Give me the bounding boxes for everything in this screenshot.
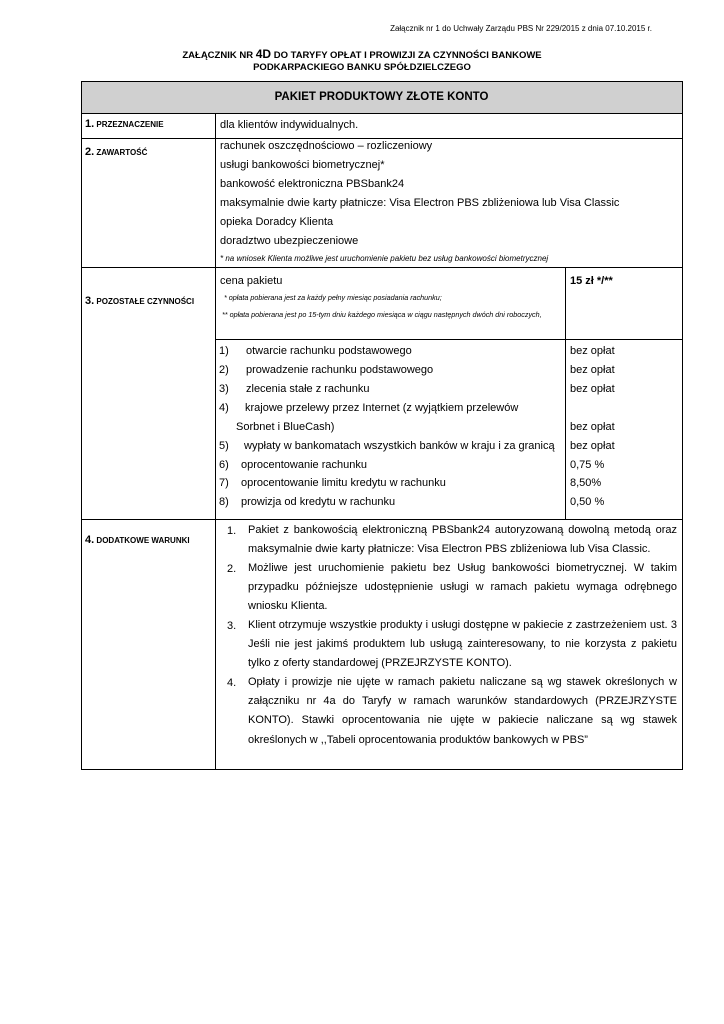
section-1-content: dla klientów indywidualnych.: [220, 119, 359, 131]
fee-text: oprocentowanie limitu kredytu w rachunku: [241, 477, 446, 489]
fee-number: 5): [219, 440, 229, 452]
fee-value: 0,50 %: [570, 496, 605, 508]
price-value: 15 zł */**: [570, 275, 613, 287]
section-2-footnote: * na wniosek Klienta możliwe jest uruchomienie pakietu bez usług bankowości biometrycznej: [220, 254, 549, 263]
content-item: usługi bankowości biometrycznej*: [220, 159, 385, 171]
content-item: doradztwo ubezpieczeniowe: [220, 235, 359, 247]
fee-value: bez opłat: [570, 383, 615, 395]
condition-number: 4.: [227, 677, 237, 689]
fee-text: oprocentowanie rachunku: [241, 459, 367, 471]
content-item: maksymalnie dwie karty płatnicze: Visa Electron PBS zbliżeniowa lub Visa Classic: [220, 197, 620, 209]
fee-value: bez opłat: [570, 364, 615, 376]
fee-value: bez opłat: [570, 345, 615, 357]
heading-part-a: ZAŁĄCZNIK NR: [182, 50, 256, 61]
fee-text: otwarcie rachunku podstawowego: [246, 345, 412, 357]
heading-part-c: DO TARYFY OPŁAT I PROWIZJI ZA CZYNNOŚCI BANKOWE: [271, 50, 542, 61]
content-item: opieka Doradcy Klienta: [220, 216, 334, 228]
fee-text: zlecenia stałe z rachunku: [246, 383, 370, 395]
section-4-label: 4. DODATKOWE WARUNKI: [85, 534, 190, 546]
price-footnote-1: * opłata pobierana jest za każdy pełny miesiąc posiadania rachunku;: [224, 293, 442, 302]
condition-text: Pakiet z bankowością elektroniczną PBSbank24 autoryzowaną dowolną metodą oraz maksymalnie dwie karty płatnicze: Visa Electron PBS zbliżeniowa lub Visa Classic.: [248, 524, 677, 556]
fee-number: 6): [219, 459, 229, 471]
fee-number: 8): [219, 496, 229, 508]
fee-number: 3): [219, 383, 229, 395]
fee-text: prowadzenie rachunku podstawowego: [246, 364, 434, 376]
condition-number: 2.: [227, 563, 237, 575]
content-item: rachunek oszczędnościowo – rozliczeniowy: [220, 140, 433, 152]
section-2-label: 2. ZAWARTOŚĆ: [85, 146, 148, 158]
fee-number: 7): [219, 477, 229, 489]
fee-text-continued: Sorbnet i BlueCash): [236, 421, 335, 433]
fee-value: 0,75 %: [570, 459, 605, 471]
section-1-label: 1. PRZEZNACZENIE: [85, 118, 164, 130]
fee-number: 1): [219, 345, 229, 357]
fee-text: krajowe przelewy przez Internet (z wyjątkiem przelewów: [245, 402, 519, 414]
condition-number: 1.: [227, 525, 237, 537]
fee-value: bez opłat: [570, 421, 615, 433]
attachment-note: Załącznik nr 1 do Uchwały Zarządu PBS Nr 229/2015 z dnia 07.10.2015 r.: [390, 24, 652, 33]
price-label: cena pakietu: [220, 275, 283, 287]
condition-text: Opłaty i prowizje nie ujęte w ramach pakietu naliczane są wg stawek określonych w załączniku nr 4a do Taryfy w ramach warunków standardowych (PRZEJRZYSTE KONTO). Stawki oprocentowania nie ujęte w pakiecie naliczane są wg stawek określonych w ,,Tabeli oprocentowania produktów bankowych w PBS”: [248, 676, 677, 746]
condition-text: Możliwe jest uruchomienie pakietu bez Usług bankowości biometrycznej. W takim przypadku późniejsze udostępnienie usługi w ramach pakietu wymaga odrębnego wniosku Klienta.: [248, 562, 677, 613]
condition-number: 3.: [227, 620, 237, 632]
fee-value: 8,50%: [570, 477, 602, 489]
section-3-label: 3. POZOSTAŁE CZYNNOŚCI: [85, 295, 195, 307]
content-item: bankowość elektroniczna PBSbank24: [220, 178, 405, 190]
price-footnote-2: ** opłata pobierana jest po 15-tym dniu każdego miesiąca w ciągu następnych dwóch dni roboczych,: [222, 310, 542, 319]
fee-text: prowizja od kredytu w rachunku: [241, 496, 396, 508]
fee-number: 4): [219, 402, 229, 414]
condition-text: Klient otrzymuje wszystkie produkty i usługi dostępne w pakiecie z zastrzeżeniem ust. 3 Jeśli nie jest jakimś produktem lub usługą zainteresowany, to nie korzysta z pakietu tylko z oferty standardowej (PRZEJRZYSTE KONTO).: [248, 619, 677, 670]
package-title: PAKIET PRODUKTOWY ZŁOTE KONTO: [274, 91, 489, 103]
fee-value: bez opłat: [570, 440, 615, 452]
fee-text: wypłaty w bankomatach wszystkich banków w kraju i za granicą: [244, 440, 555, 452]
document-heading-line2: PODKARPACKIEGO BANKU SPÓŁDZIELCZEGO: [253, 62, 471, 73]
fee-number: 2): [219, 364, 229, 376]
heading-part-b: 4D: [255, 47, 272, 61]
